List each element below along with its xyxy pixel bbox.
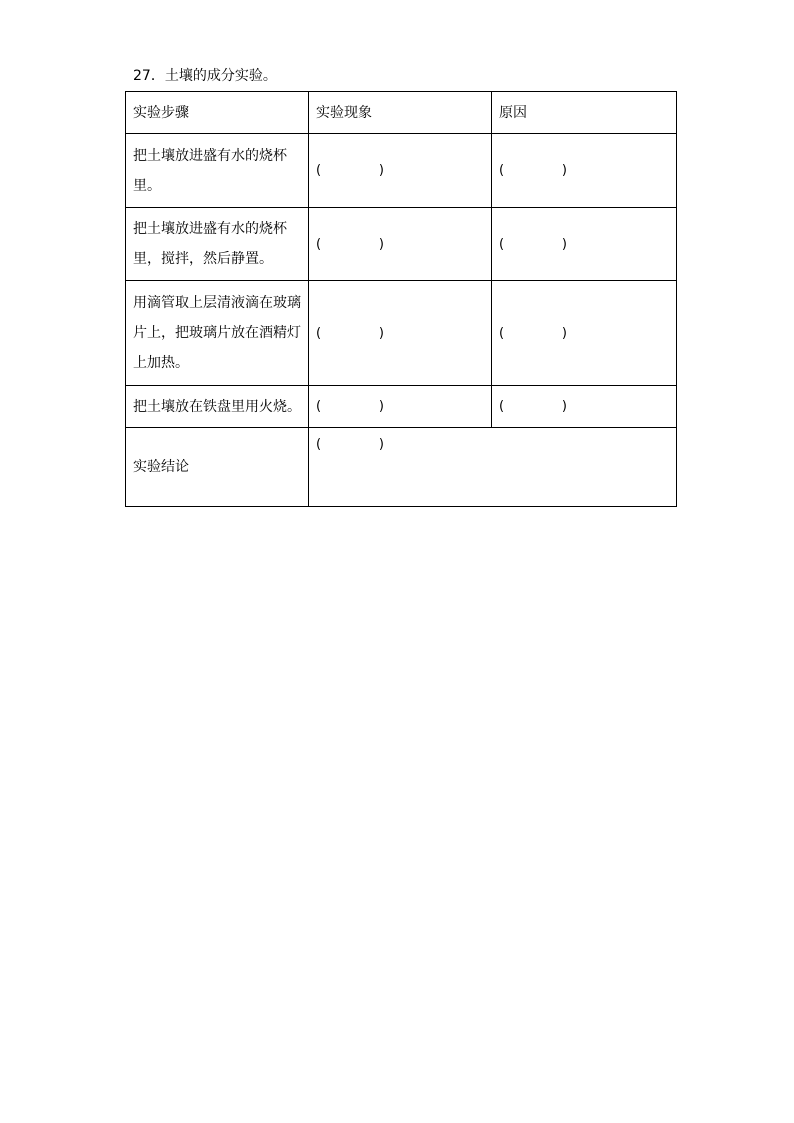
- step-cell: 把土壤放进盛有水的烧杯里，搅拌，然后静置。: [126, 208, 309, 281]
- step-cell: 把土壤放在铁盘里用火烧。: [126, 386, 309, 428]
- header-phenomenon: 实验现象: [309, 92, 492, 134]
- conclusion-label: 实验结论: [126, 428, 309, 507]
- reason-cell[interactable]: [492, 386, 677, 428]
- experiment-table: [125, 91, 677, 507]
- table-header-row: [126, 92, 677, 134]
- answer-blank[interactable]: ( ): [499, 236, 567, 252]
- conclusion-cell[interactable]: [309, 428, 677, 507]
- answer-blank[interactable]: ( ): [316, 236, 384, 252]
- question-title: 27．土壤的成分实验。: [133, 68, 277, 84]
- answer-blank[interactable]: ( ): [316, 437, 384, 452]
- header-reason: 原因: [492, 92, 677, 134]
- table-row: [126, 208, 677, 281]
- answer-blank[interactable]: ( ): [316, 325, 384, 341]
- answer-blank[interactable]: ( ): [316, 163, 384, 178]
- table-row: [126, 386, 677, 428]
- phenomenon-cell[interactable]: [309, 281, 492, 386]
- conclusion-row: [126, 428, 677, 507]
- answer-blank[interactable]: ( ): [499, 325, 567, 341]
- reason-cell[interactable]: [492, 134, 677, 208]
- phenomenon-cell[interactable]: [309, 208, 492, 281]
- step-cell: 把土壤放进盛有水的烧杯里。: [126, 134, 309, 208]
- answer-blank[interactable]: ( ): [499, 163, 567, 178]
- step-cell: 用滴管取上层清液滴在玻璃片上，把玻璃片放在酒精灯上加热。: [126, 281, 309, 386]
- phenomenon-cell[interactable]: [309, 134, 492, 208]
- table-row: [126, 134, 677, 208]
- reason-cell[interactable]: [492, 208, 677, 281]
- header-step: 实验步骤: [126, 92, 309, 134]
- table-row: [126, 281, 677, 386]
- answer-blank[interactable]: ( ): [499, 399, 567, 414]
- reason-cell[interactable]: [492, 281, 677, 386]
- answer-blank[interactable]: ( ): [316, 399, 384, 414]
- phenomenon-cell[interactable]: [309, 386, 492, 428]
